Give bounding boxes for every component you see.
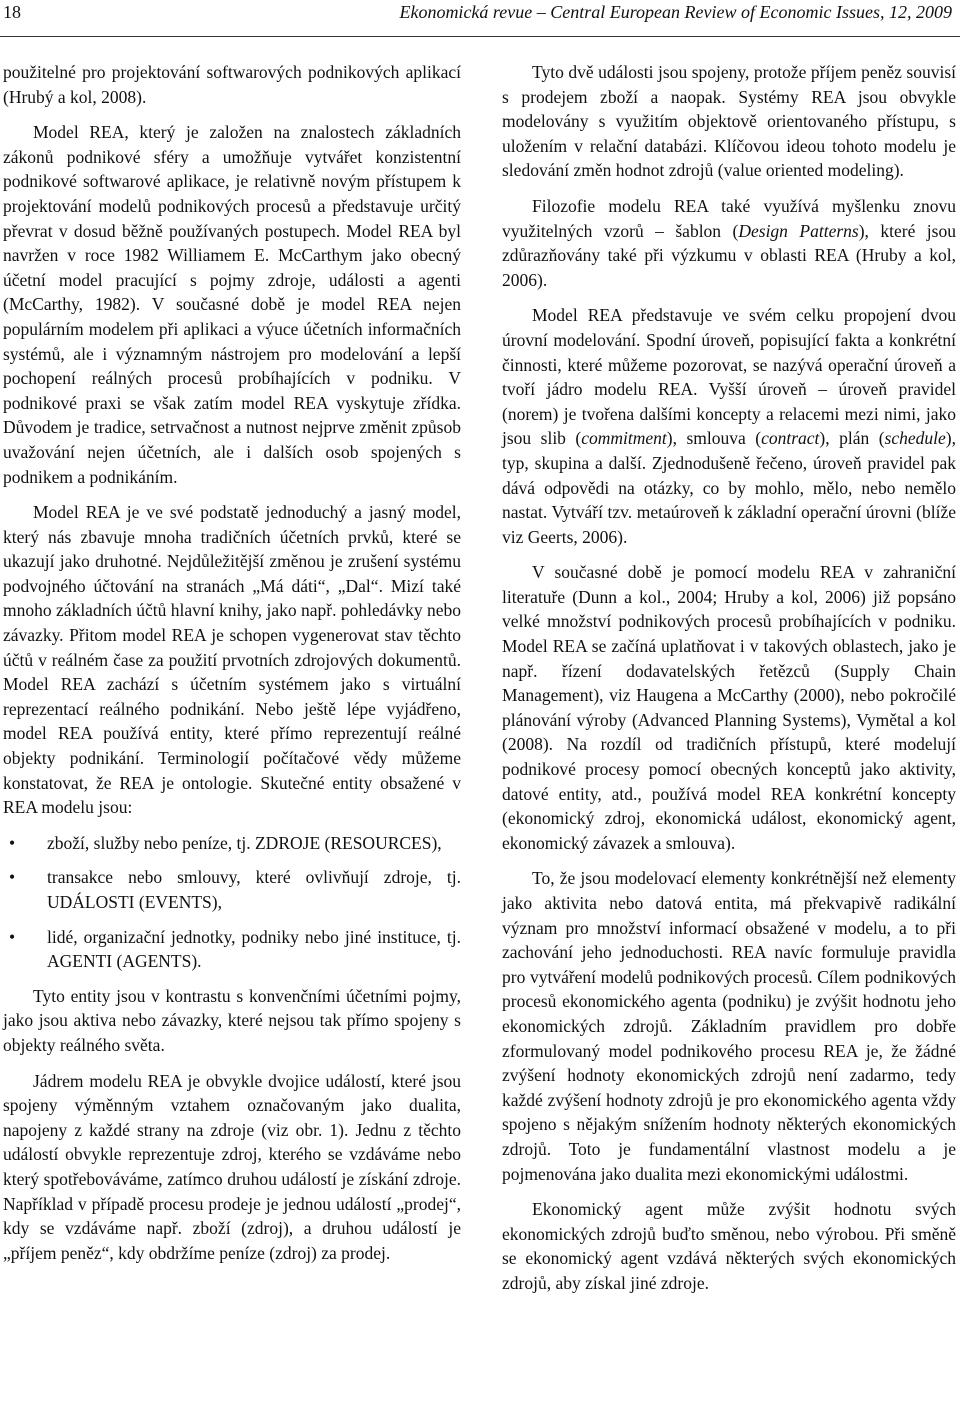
text-run: ), typ, skupina a další. Zjednodušeně řečeno, úroveň pravidel pak dává odpovědi na otázky, co by mohlo, mělo, nebo nemělo nastat. Vytváří tzv. metaúroveň k základní operační úrovni (blíže viz Geerts, 2006). [502,428,956,547]
page-header [0,0,960,30]
text-run: ), smlouva ( [666,428,762,449]
bullet-icon: • [9,832,16,853]
bullet-icon: • [9,926,16,947]
bullet-icon: • [9,867,16,888]
left-column [3,60,461,1276]
text-run: ), plán ( [819,428,885,449]
paragraph: Jádrem modelu REA je obvykle dvojice událostí, které jsou spojeny výměnným vztahem označovaným jako dualita, napojeny z každé strany na zdroje (viz obr. 1). Jednu z těchto událostí obvykle reprezentuje zdroj, kterého se vzdáváme nebo který spotřebováváme, zatímco druhou událostí je získání zdroje. Například v případě procesu prodeje je jednou událostí „prodej“, kdy se vzdáváme např. zboží (zdroj), a druhou událostí je „příjem peněz“, kdy obdržíme peníze (zdroj) za prodej. [3,1070,461,1263]
list-item [3,865,461,914]
italic-term: schedule [884,428,946,449]
list-item [3,831,461,856]
paragraph [502,303,956,549]
running-title: Ekonomická revue – Central European Review of Economic Issues, 12, 2009 [399,2,952,22]
paragraph: V současné době je pomocí modelu REA v zahraniční literatuře (Dunn a kol., 2004; Hruby a kol, 2006) již popsáno velké množství podnikových procesů probíhajících v podniku. Model REA se začíná uplatňovat i v takových oblastech, jako je např. řízení dodavatelských řetězců (Supply Chain Management), viz Haugena a McCarthy (2000), nebo pokročilé plánování výroby (Advanced Planning Systems), Vymětal a kol (2008). Na rozdíl od tradičních přístupů, které modelují podnikové procesy pomocí obecných konceptů jako aktivity, datové entity, atd., používá model REA konkrétní koncepty (ekonomický zdroj, ekonomická událost, ekonomický agent, ekonomický závazek a smlouva). [502,562,956,853]
paragraph: použitelné pro projektování softwarových podnikových aplikací (Hrubý a kol, 2008). [3,62,461,107]
text-run: ), které jsou zdůrazňovány také při výzkumu v oblasti REA (Hruby a kol, 2006). [502,220,956,290]
right-column [502,60,956,1307]
paragraph [502,194,956,292]
paragraph: Tyto entity jsou v kontrastu s konvenčními účetními pojmy, jako jsou aktiva nebo závazky, které nejsou tak přímo spojeny s objekty reálného světa. [3,985,461,1055]
list-item-text: zboží, služby nebo peníze, tj. ZDROJE (RESOURCES), [47,832,442,853]
italic-term: Design Patterns [738,220,859,241]
text-run: Filozofie modelu REA také využívá myšlenku znovu využitelných vzorů – šablon ( [502,195,956,241]
entity-list [3,831,461,974]
paragraph: Tyto dvě události jsou spojeny, protože příjem peněz souvisí s prodejem zboží a naopak. Systémy REA jsou obvykle modelovány s využitím objektově orientovaného přístupu, s uložením v relační databázi. Klíčovou ideou tohoto modelu je sledování změn hodnot zdrojů (value oriented modeling). [502,62,956,181]
list-item-text: lidé, organizační jednotky, podniky nebo jiné instituce, tj. AGENTI (AGENTS). [47,926,461,972]
list-item [3,925,461,974]
header-rule [0,36,960,37]
paragraph: Model REA, který je založen na znalostech základních zákonů podnikové sféry a umožňuje vytvářet konzistentní podnikové softwarové aplikace, je relativně novým přístupem k projektování modelů podnikových procesů a představuje určitý převrat v dosud běžně používaných postupech. Model REA byl navržen v roce 1982 Williamem E. McCarthym jako obecný účetní model pracující s pojmy zdroje, události a agenti (McCarthy, 1982). V současné době je model REA nejen populárním modelem při aplikaci a výuce účetních informačních systémů, ale i významným nástrojem pro modelování a lepší pochopení reálných procesů probíhajících v podniku. V podnikové praxi se však zatím model REA vyskytuje zřídka. Důvodem je tradice, setrvačnost a nutnost nejprve změnit způsob uvažování nejen účetních, ale i dalších osob spojených s podnikem a podnikáním. [3,122,461,487]
text-run: Model REA představuje ve svém celku propojení dvou úrovní modelování. Spodní úroveň, popisující fakta a konkrétní činnosti, které můžeme pozorovat, se nazývá operační úroveň a tvoří jádro modelu REA. Vyšší úroveň – úroveň pravidel (norem) je tvořena dalšími koncepty a relacemi mezi nimi, jako jsou slib ( [502,305,956,449]
italic-term: commitment [581,428,667,449]
page-number: 18 [3,2,21,22]
list-item-text: transakce nebo smlouvy, které ovlivňují zdroje, tj. UDÁLOSTI (EVENTS), [47,867,461,912]
paragraph: To, že jsou modelovací elementy konkrétnější než elementy jako aktivita nebo datová entita, má překvapivě radikální význam pro množství informací obsažené v modelu, a to při zachování jeho jednoduchosti. REA navíc formuluje pravidla pro vytváření modelů podnikových procesů. Cílem podnikových procesů ekonomického agenta (podniku) je zvýšit hodnotu jeho ekonomických zdrojů. Základním pravidlem pro dobře zformulovaný model podnikového procesu REA je, že žádné zvýšení hodnoty ekonomických zdrojů není zadarmo, tedy každé zvýšení hodnoty zdrojů je pro ekonomického agenta vždy spojeno s nějakým snížením hodnoty některých ekonomických zdrojů. Toto je fundamentální vlastnost modelu a je pojmenována jako dualita mezi ekonomickými událostmi. [502,868,956,1184]
paragraph: Ekonomický agent může zvýšit hodnotu svých ekonomických zdrojů buďto směnou, nebo výrobou. Při směně se ekonomický agent vzdává některých svých ekonomických zdrojů, aby získal jiné zdroje. [502,1199,956,1293]
paragraph: Model REA je ve své podstatě jednoduchý a jasný model, který nás zbavuje mnoha tradičních účetních prvků, které se ukazují jako druhotné. Nejdůležitější změnou je zrušení systému podvojného účtování na stranách „Má dáti“, „Dal“. Mizí také mnoho základních účtů hlavní knihy, jako např. pohledávky nebo závazky. Přitom model REA je schopen vygenerovat stav těchto účtů v reálném čase za použití prvotních zdrojových dokumentů. Model REA zachází s účetním systémem jako s virtuální reprezentací reálného podnikání. Nebo ještě lépe vyjádřeno, model REA používá entity, které přímo reprezentují reálné objekty podnikání. Terminologií počítačové vědy můžeme konstatovat, že REA je ontologie. Skutečné entity obsažené v REA modelu jsou: [3,502,461,818]
italic-term: contract [761,428,820,449]
